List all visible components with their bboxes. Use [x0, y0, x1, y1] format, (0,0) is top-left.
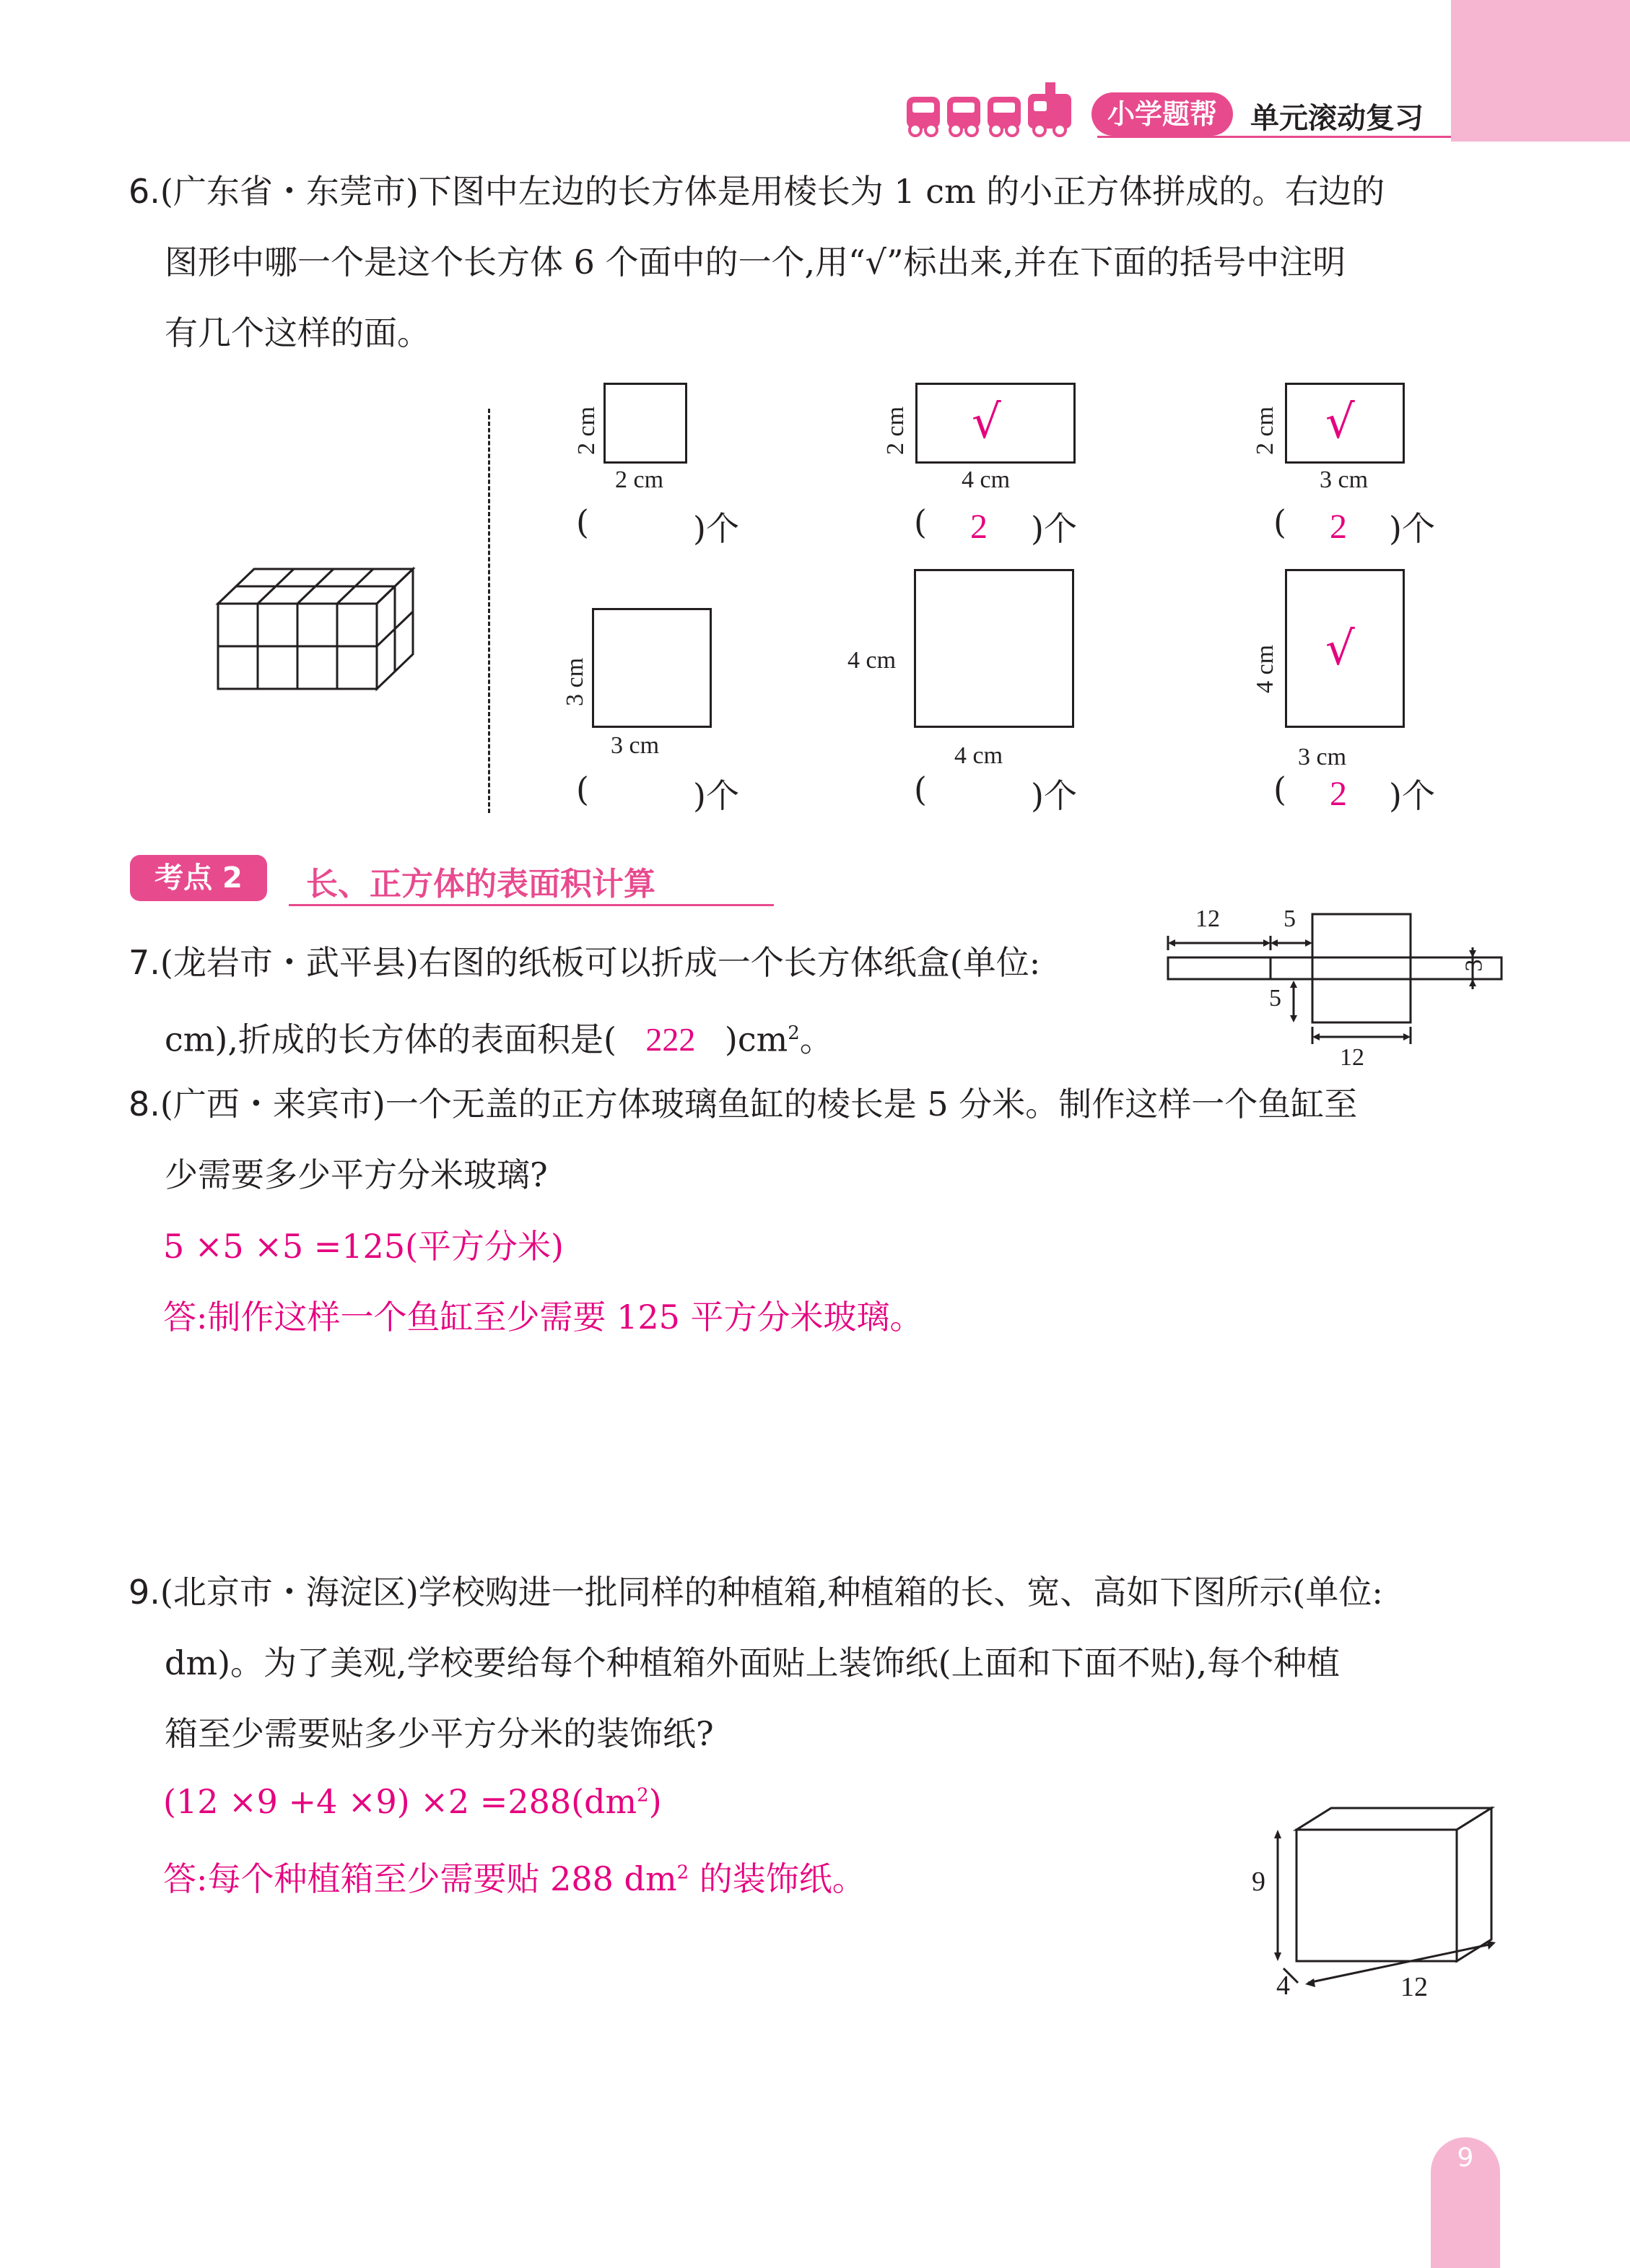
q9-line1: 学校购进一批同样的种植箱,种植箱的长、宽、高如下图所示(单位:	[418, 1573, 1383, 1612]
series-badge: 小学题帮	[1091, 92, 1233, 136]
q8-line1: 一个无盖的正方体玻璃鱼缸的棱长是 5 分米。制作这样一个鱼缸至	[385, 1085, 1358, 1124]
shape-4-bottom-label: 3 cm	[611, 732, 660, 759]
q9-number: 9.	[128, 1573, 160, 1612]
q8-number: 8.	[128, 1085, 160, 1124]
q7-line2-end: 。	[799, 1020, 833, 1059]
kaodian-title: 长、正方体的表面积计算	[306, 866, 655, 903]
shape-2-bottom-label: 4 cm	[962, 466, 1011, 493]
box-label-length: 12	[1400, 1972, 1428, 2002]
shape-1-paren-open: (	[576, 503, 589, 542]
net-label-top-left: 12	[1195, 905, 1220, 932]
net-label-right: 3	[1460, 959, 1488, 972]
q9-source: (北京市・海淀区)	[160, 1573, 419, 1612]
shape-1-suffix: )个	[693, 509, 739, 548]
q8-source: (广西・来宾市)	[160, 1085, 385, 1124]
shape-5-suffix: )个	[1031, 776, 1077, 815]
planting-box-figure	[1256, 1776, 1502, 2007]
shape-1-bottom-label: 2 cm	[615, 466, 664, 493]
shape-6-paren-open: (	[1273, 770, 1286, 809]
shape-6-suffix: )个	[1389, 776, 1435, 815]
q9-answer: 答:每个种植箱至少需要贴 288 $dm^2$ 的装饰纸。	[163, 1859, 866, 1898]
q9-text	[128, 1557, 1500, 1769]
q9-work: $(12 \times 9 +4 \times 9) \times 2 =288(dm^2)$	[163, 1782, 662, 1821]
q7-line1: 右图的纸板可以折成一个长方体纸盒(单位:	[418, 943, 1041, 982]
q7-number: 7.	[128, 943, 160, 982]
shape-6-bottom-label: 3 cm	[1298, 744, 1347, 770]
dashed-divider	[488, 409, 490, 813]
shape-3-paren-open: (	[1273, 503, 1286, 542]
q8-work: 5 ×5 ×5 =125(平方分米)	[163, 1227, 564, 1266]
shape-5-paren-open: (	[914, 770, 927, 809]
net-label-top-mid: 5	[1283, 905, 1296, 932]
section-title: 单元滚动复习	[1250, 102, 1424, 135]
shape-2-paren-open: (	[914, 503, 927, 542]
q7-text	[128, 927, 1168, 1075]
check-mark-shape-3: √	[1325, 396, 1355, 449]
shape-2-count: 2	[970, 508, 988, 546]
q9-line2: dm)。为了美观,学校要给每个种植箱外面贴上装饰纸(上面和下面不贴),每个种植	[165, 1643, 1341, 1682]
face-shape-1	[603, 383, 687, 464]
q8-text	[128, 1069, 1500, 1210]
q6-number: 6.	[128, 172, 160, 211]
shape-2-side-label: 2 cm	[882, 406, 909, 455]
shape-3-side-label: 2 cm	[1252, 406, 1278, 455]
kaodian-badge: 考点 2	[130, 855, 267, 901]
box-label-height: 9	[1252, 1867, 1265, 1897]
face-shape-5	[914, 569, 1074, 728]
shape-3-count: 2	[1330, 508, 1347, 546]
shape-4-side-label: 3 cm	[562, 657, 588, 706]
q7-line2a: cm),折成的长方体的表面积是(	[165, 1020, 616, 1059]
check-mark-shape-6: √	[1325, 622, 1355, 676]
check-mark-shape-2: √	[972, 396, 1001, 449]
q7-line2b: )cm	[724, 1020, 788, 1059]
face-shape-4	[592, 608, 712, 728]
shape-2-suffix: )个	[1031, 509, 1077, 548]
cuboid-figure	[209, 556, 426, 700]
q6-line3: 有几个这样的面。	[165, 313, 430, 352]
q7-source: (龙岩市・武平县)	[160, 943, 419, 982]
shape-5-side-label: 4 cm	[847, 647, 897, 674]
box-label-width: 4	[1276, 1971, 1290, 2001]
q8-line2: 少需要多少平方分米玻璃?	[165, 1155, 548, 1194]
q8-answer: 答:制作这样一个鱼缸至少需要 125 平方分米玻璃。	[163, 1298, 923, 1337]
q7-answer: 222	[645, 1021, 696, 1059]
shape-5-bottom-label: 4 cm	[954, 742, 1003, 769]
shape-3-suffix: )个	[1389, 509, 1435, 548]
shape-3-bottom-label: 3 cm	[1320, 466, 1369, 493]
shape-6-count: 2	[1330, 775, 1347, 813]
q6-text	[128, 156, 1500, 368]
net-label-bottom: 12	[1340, 1044, 1364, 1071]
train-icon	[902, 81, 1083, 142]
q6-line1: 下图中左边的长方体是用棱长为 1 cm 的小正方体拼成的。右边的	[418, 172, 1385, 211]
shape-6-side-label: 4 cm	[1252, 644, 1278, 693]
shape-1-side-label: 2 cm	[573, 406, 600, 455]
q7-sup: 2	[788, 1022, 800, 1044]
net-label-left: 5	[1269, 985, 1281, 1012]
shape-4-paren-open: (	[576, 770, 589, 809]
header-pink-tab	[1451, 0, 1630, 142]
q9-line3: 箱至少需要贴多少平方分米的装饰纸?	[165, 1714, 714, 1753]
q6-source: (广东省・东莞市)	[160, 172, 419, 211]
shape-4-suffix: )个	[693, 776, 739, 815]
kaodian-underline	[289, 904, 774, 906]
q6-line2: 图形中哪一个是这个长方体 6 个面中的一个,用“√”标出来,并在下面的括号中注明	[165, 243, 1346, 282]
page-number: 9	[1457, 2143, 1474, 2173]
